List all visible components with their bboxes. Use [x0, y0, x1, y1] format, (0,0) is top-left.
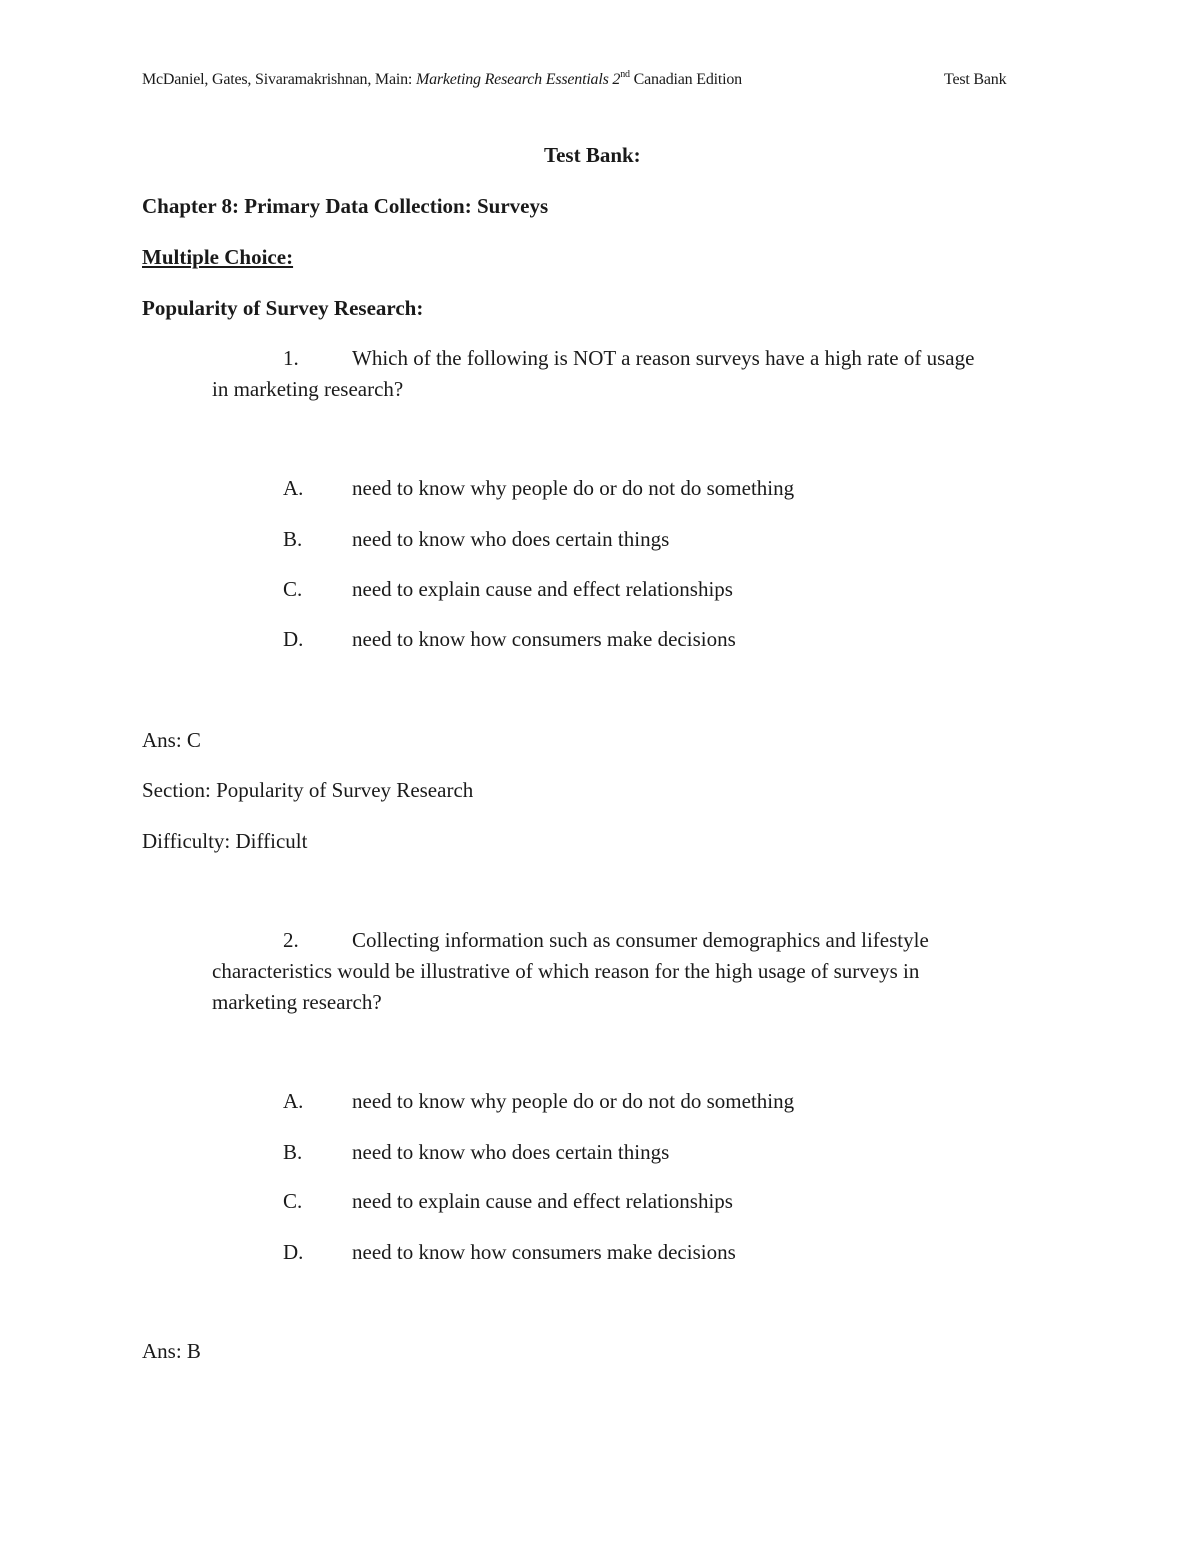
question-text-line: characteristics would be illustrative of which reason for the high usage of surveys in	[212, 959, 920, 983]
option-text: need to explain cause and effect relationships	[352, 1189, 733, 1213]
option-letter: D.	[283, 1240, 304, 1264]
option-text: need to know who does certain things	[352, 527, 670, 551]
header-right-label: Test Bank	[944, 71, 1007, 88]
difficulty-line: Difficulty: Difficult	[142, 829, 308, 853]
question-text-line: in marketing research?	[212, 377, 404, 401]
question-text-line: Collecting information such as consumer demographics and lifestyle	[352, 928, 929, 952]
option-text: need to explain cause and effect relationships	[352, 577, 733, 601]
option-letter: B.	[283, 527, 303, 551]
option-text: need to know how consumers make decisions	[352, 627, 736, 651]
page-header	[142, 71, 742, 89]
question-number: 2.	[283, 928, 299, 952]
option-letter: A.	[283, 476, 304, 500]
option-letter: A.	[283, 1089, 304, 1113]
chapter-title: Chapter 8: Primary Data Collection: Surveys	[142, 194, 549, 218]
document-title: Test Bank:	[544, 143, 641, 167]
question-text-line: Which of the following is NOT a reason surveys have a high rate of usage	[352, 346, 975, 370]
question-type-heading: Multiple Choice:	[142, 245, 294, 269]
option-text: need to know why people do or do not do something	[352, 476, 795, 500]
option-letter: C.	[283, 577, 303, 601]
header-edition: Canadian Edition	[629, 71, 742, 88]
header-book-title: Marketing Research Essentials 2	[415, 71, 621, 88]
option-text: need to know who does certain things	[352, 1140, 670, 1164]
option-letter: B.	[283, 1140, 303, 1164]
header-authors: McDaniel, Gates, Sivaramakrishnan, Main:	[142, 71, 416, 88]
option-letter: D.	[283, 627, 304, 651]
header-edition-superscript: nd	[620, 69, 630, 80]
answer-line: Ans: B	[142, 1339, 201, 1363]
section-line: Section: Popularity of Survey Research	[142, 778, 474, 802]
answer-line: Ans: C	[142, 728, 201, 752]
topic-heading: Popularity of Survey Research:	[142, 296, 424, 320]
question-number: 1.	[283, 346, 299, 370]
option-text: need to know why people do or do not do something	[352, 1089, 795, 1113]
option-letter: C.	[283, 1189, 303, 1213]
question-text-line: marketing research?	[212, 990, 382, 1014]
option-text: need to know how consumers make decisions	[352, 1240, 736, 1264]
